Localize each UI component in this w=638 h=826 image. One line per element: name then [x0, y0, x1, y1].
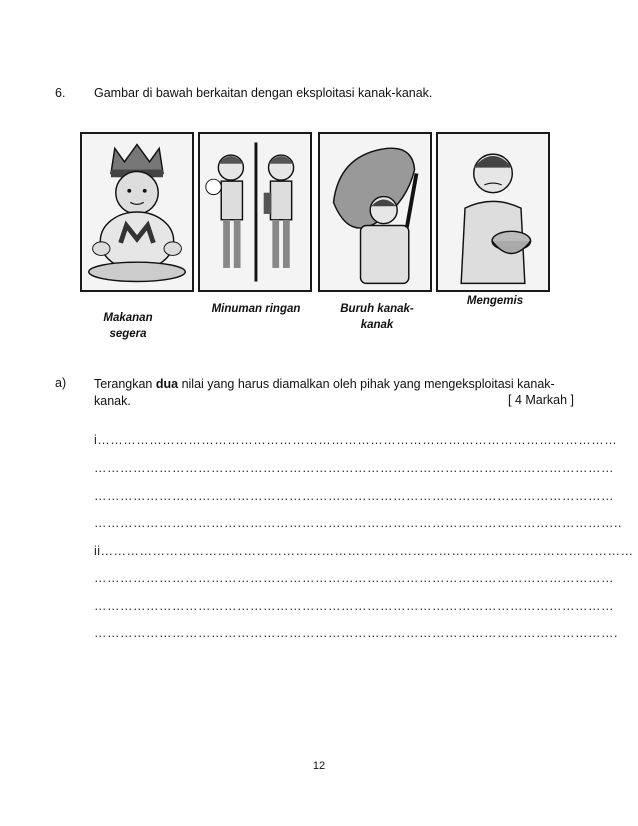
caption-soft-drink: Minuman ringan: [211, 303, 301, 315]
answer-line[interactable]: ii……………………………………………………………………………………………………………: [94, 544, 634, 558]
image-soft-drink: [198, 132, 312, 292]
instruction-text-before: Terangkan: [94, 377, 156, 391]
answer-line[interactable]: …………………………………………………………………………………………………………: [94, 489, 614, 503]
caption-child-labour-line1: Buruh kanak-: [340, 303, 414, 315]
image-fast-food: [80, 132, 194, 292]
page-number: 12: [312, 760, 326, 772]
question-text: Gambar di bawah berkaitan dengan eksploitasi kanak-kanak.: [94, 86, 433, 100]
answer-line[interactable]: …………………………………………………………………………………………………………: [94, 461, 614, 475]
part-a-letter: a): [55, 376, 67, 390]
part-a-instruction: [94, 376, 574, 410]
answer-line[interactable]: …………………………………………………………………………………………………………..: [94, 516, 622, 530]
caption-fast-food: Makanan segera: [103, 312, 153, 340]
caption-child-labour: [322, 301, 432, 333]
question-number: 6.: [55, 86, 66, 100]
image-child-labour: [318, 132, 432, 292]
begging-child-illustration: [438, 134, 548, 290]
soft-drink-children-illustration: [200, 134, 310, 290]
caption-begging: Mengemis: [466, 295, 524, 307]
instruction-text-after: nilai yang harus diamalkan oleh pihak yang mengeksploitasi kanak-kanak.: [94, 377, 555, 408]
answer-line[interactable]: …………………………………………………………………………………………………………: [94, 599, 614, 613]
marks-label: [ 4 Markah ]: [508, 393, 574, 407]
fast-food-child-illustration: [82, 134, 192, 290]
image-begging: [436, 132, 550, 292]
answer-line[interactable]: …………………………………………………………………………………………………………: [94, 571, 614, 585]
child-labour-illustration: [320, 134, 430, 290]
instruction-bold-word: dua: [155, 377, 179, 391]
answer-line[interactable]: ………………………………………………………………………………………………………….: [94, 626, 618, 640]
answer-line[interactable]: i…………………………………………………………………………………………………………: [94, 433, 618, 447]
caption-child-labour-line2: kanak: [360, 319, 394, 331]
